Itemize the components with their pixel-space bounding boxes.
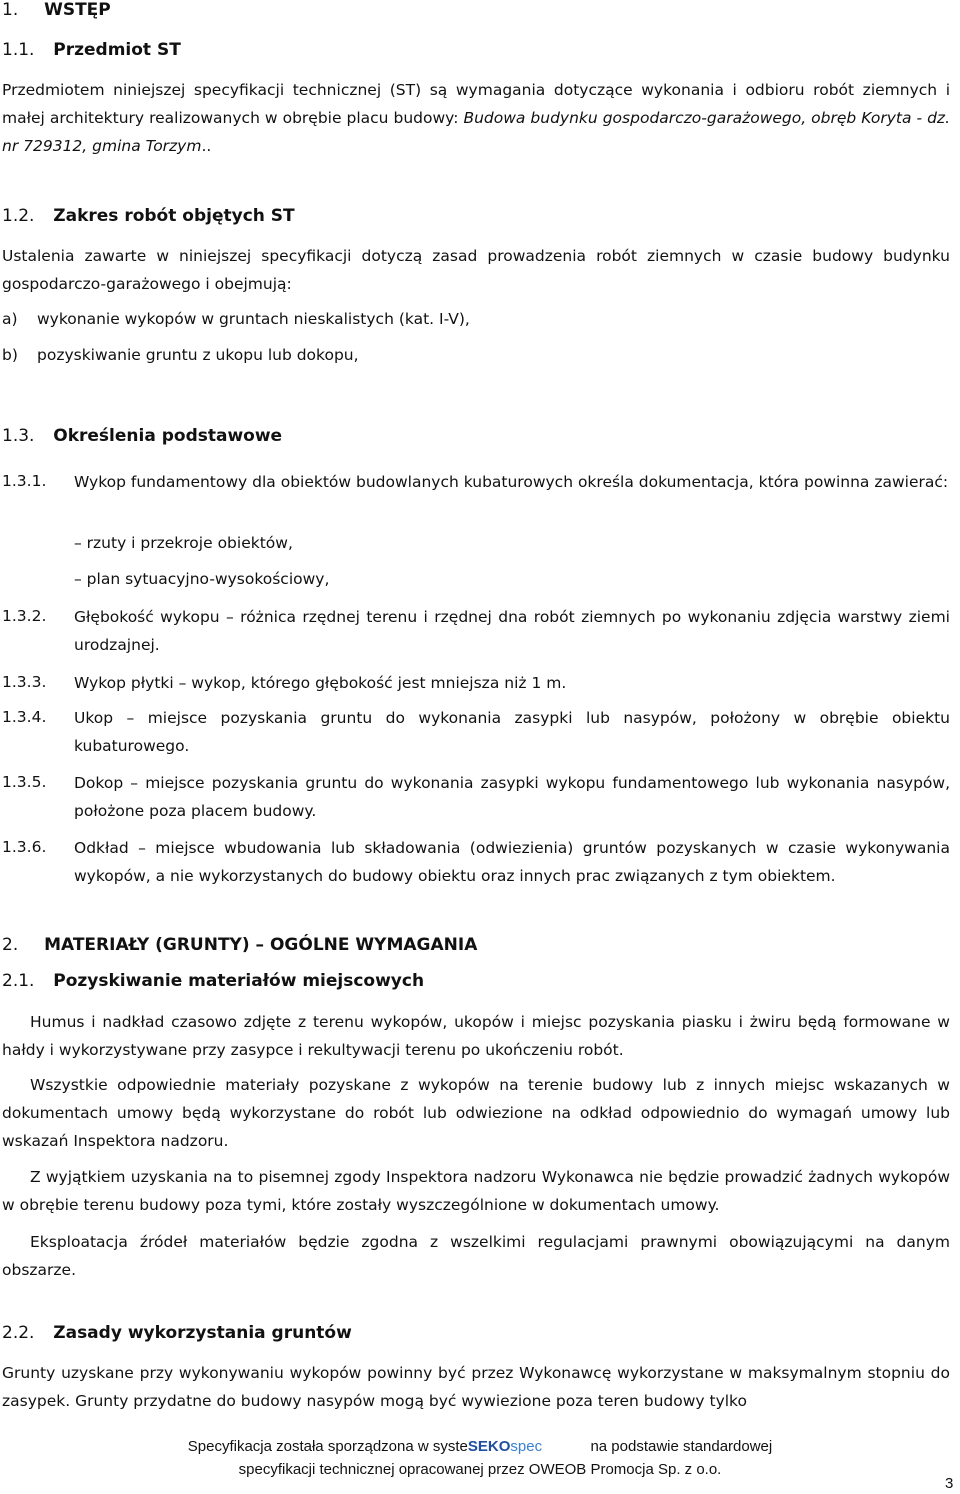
section-1-1-paragraph (2, 76, 950, 160)
section-number: 2. (2, 935, 19, 955)
paragraph-text: Przedmiotem niniejszej specyfikacji technicznej (ST) są wymagania dotyczące wykonania i odbioru robót ziemnych i (2, 81, 950, 99)
footer-line-2: specyfikacji technicznej opracowanej przez OWEOB Promocja Sp. z o.o. (238, 1461, 722, 1478)
section-1-3-heading (2, 426, 282, 446)
definition-number: 1.3.5. (2, 773, 47, 791)
definition-text: Wykop płytki – wykop, którego głębokość jest mniejsza niż 1 m. (74, 674, 567, 692)
section-title: WSTĘP (44, 0, 111, 20)
paragraph: Eksploatacja źródeł materiałów będzie zgodna z wszelkimi regulacjami prawnymi obowiązującymi na danym obszarze. (2, 1233, 950, 1279)
definition-text: Wykop fundamentowy dla obiektów budowlanych kubaturowych określa dokumentacja, która powinna zawierać: (74, 473, 949, 491)
paragraph-text: .. (201, 137, 212, 155)
section-title: Zasady wykorzystania gruntów (53, 1323, 352, 1343)
definition-text: Odkład – miejsce wbudowania lub składowania (odwiezienia) gruntów pozyskanych w czasie wykonywania wykopów, a nie wykorzystanych do budowy obiektu oraz innych prac związanych z tym obiektem. (74, 839, 950, 885)
paragraph: Z wyjątkiem uzyskania na to pisemnej zgody Inspektora nadzoru Wykonawca nie będzie prowadzić żadnych wykopów w obrębie terenu budowy poza tymi, które zostały wyszczególnione w dokumentach umowy. (2, 1168, 950, 1214)
list-item (2, 346, 18, 364)
list-marker: b) (2, 346, 18, 364)
definition-number: 1.3.1. (2, 472, 47, 490)
sekospec-logo-part: spec (510, 1438, 543, 1455)
section-number: 1.1. (2, 40, 35, 60)
project-location-text: dz. nr 729312, gmina Torzym (2, 109, 950, 155)
dash-item: – rzuty i przekroje obiektów, (74, 534, 293, 552)
section-number: 2.1. (2, 971, 35, 991)
section-1-2-paragraph: Ustalenia zawarte w niniejszej specyfikacji dotyczą zasad prowadzenia robót ziemnych w czasie budowy budynku gospodarczo-garażowego i obejmują: (2, 247, 950, 293)
section-title: MATERIAŁY (GRUNTY) – OGÓLNE WYMAGANIA (44, 935, 478, 955)
section-title: Pozyskiwanie materiałów miejscowych (53, 971, 425, 991)
section-title: Zakres robót objętych ST (53, 206, 295, 226)
section-2-2-heading (2, 1323, 352, 1343)
sekospec-logo-part: SEKO (467, 1438, 511, 1455)
section-number: 1. (2, 0, 19, 20)
section-number: 2.2. (2, 1323, 35, 1343)
section-2-heading (2, 935, 477, 955)
section-1-1-heading (2, 40, 181, 60)
footer-text: Specyfikacja została sporządzona w syste (187, 1438, 468, 1455)
definition-text: Ukop – miejsce pozyskania gruntu do wykonania zasypki lub nasypów, położony w obrębie obiektu kubaturowego. (74, 709, 950, 755)
page-number: 3 (945, 1475, 954, 1492)
definition-text: Dokop – miejsce pozyskania gruntu do wykonania zasypki wykopu fundamentowego lub wykonania nasypów, położone poza placem budowy. (74, 774, 950, 820)
definition-text: Głębokość wykopu – różnica rzędnej terenu i rzędnej dna robót ziemnych po wykonaniu zdjęcia warstwy ziemi urodzajnej. (74, 608, 950, 654)
paragraph-text: małej architektury realizowanych w obrębie placu budowy: (2, 109, 464, 127)
list-item-text: wykonanie wykopów w gruntach nieskalistych (kat. I-V), (37, 310, 470, 328)
footer-text: na podstawie standardowej (590, 1438, 773, 1455)
footer-line-1 (0, 1438, 960, 1455)
section-title: Przedmiot ST (53, 40, 181, 60)
section-title: Określenia podstawowe (53, 426, 283, 446)
definition-number: 1.3.2. (2, 607, 47, 625)
list-item-text: pozyskiwanie gruntu z ukopu lub dokopu, (37, 346, 359, 364)
section-number: 1.2. (2, 206, 35, 226)
definition-number: 1.3.6. (2, 838, 47, 856)
section-2-1-heading (2, 971, 424, 991)
paragraph: Wszystkie odpowiednie materiały pozyskane z wykopów na terenie budowy lub z innych miejsc wskazanych w dokumentach umowy będą wykorzystane do robót lub odwiezione na odkład odpowiednio do wymagań umowy lub wskazań Inspektora nadzoru. (2, 1076, 950, 1150)
section-number: 1.3. (2, 426, 35, 446)
paragraph: Grunty uzyskane przy wykonywaniu wykopów powinny być przez Wykonawcę wykorzystane w maksymalnym stopniu do zasypek. Grunty przydatne do budowy nasypów mogą być wywiezione poza teren budowy tylko (2, 1364, 950, 1410)
dash-item: – plan sytuacyjno-wysokościowy, (74, 570, 330, 588)
project-name-text: Budowa budynku gospodarczo-garażowego, obręb Koryta - (463, 109, 923, 127)
definition-number: 1.3.3. (2, 673, 47, 691)
list-marker: a) (2, 310, 18, 328)
paragraph: Humus i nadkład czasowo zdjęte z terenu wykopów, ukopów i miejsc pozyskania piasku i żwiru będą formowane w hałdy i wykorzystywane przy zasypce i rekultywacji terenu po ukończeniu robót. (2, 1013, 950, 1059)
list-item (2, 310, 18, 328)
section-1-2-heading (2, 206, 295, 226)
definition-number: 1.3.4. (2, 708, 47, 726)
section-1-heading (2, 0, 111, 20)
